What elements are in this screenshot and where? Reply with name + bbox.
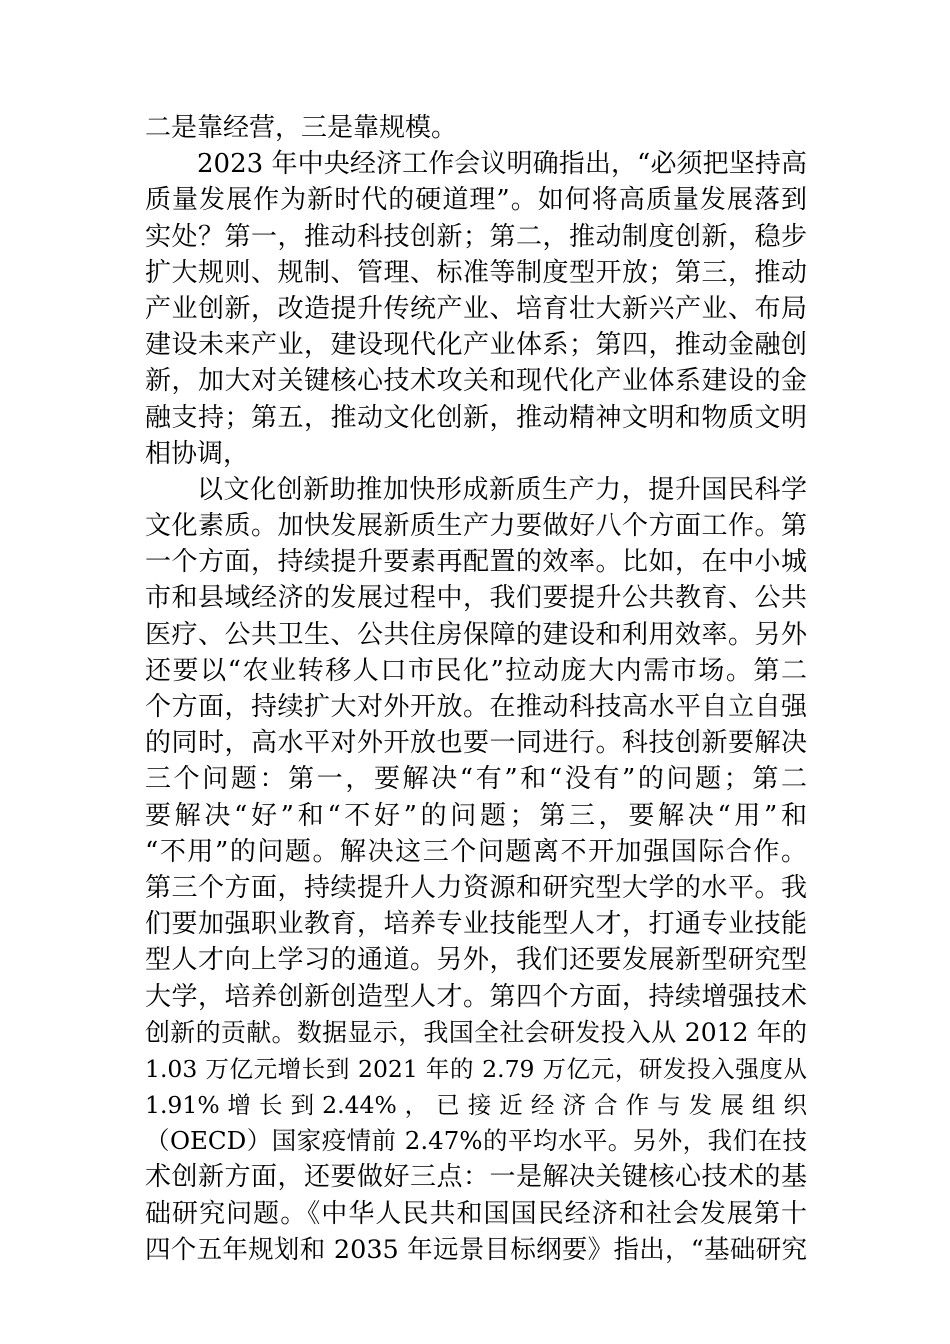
text-line: 三个问题：第一，要解决“有”和“没有”的问题；第二 [145, 764, 807, 795]
text-line: 第三个方面，持续提升人力资源和研究型大学的水平。我 [145, 872, 807, 903]
text-line: 建设未来产业，建设现代化产业体系；第四，推动金融创 [145, 330, 807, 361]
text-line: 大学，培养创新创造型人才。第四个方面，持续增强技术 [145, 981, 807, 1012]
text-line: 个方面，持续扩大对外开放。在推动科技高水平自立自强 [145, 692, 807, 722]
body-text [145, 110, 807, 1268]
text-line: 产业创新，改造提升传统产业、培育壮大新兴产业、布局 [145, 293, 807, 324]
text-line: （OECD）国家疫情前 2.47%的平均水平。另外，我们在技 [145, 1126, 807, 1156]
text-line: 创新的贡献。数据显示，我国全社会研发投入从 2012 年的 [145, 1017, 807, 1047]
text-line: 融支持；第五，推动文化创新，推动精神文明和物质文明 [145, 402, 807, 433]
text-line: 还要以“农业转移人口市民化”拉动庞大内需市场。第二 [145, 655, 807, 686]
text-line: 术创新方面，还要做好三点：一是解决关键核心技术的基 [145, 1162, 807, 1193]
text-line: 相协调， [145, 438, 250, 469]
text-line: 要解决“好”和“不好”的问题；第三，要解决“用”和 [145, 800, 807, 831]
paragraph-first-line: 以文化创新助推加快形成新质生产力，提升国民科学 [197, 474, 807, 505]
text-line: 1.03 万亿元增长到 2021 年的 2.79 万亿元，研发投入强度从 [145, 1054, 807, 1083]
text-line: “不用”的问题。解决这三个问题离不开加强国际合作。 [145, 836, 807, 867]
text-line: 文化素质。加快发展新质生产力要做好八个方面工作。第 [145, 511, 807, 542]
text-line: 1.91% 增 长 到 2.44% ， 已 接 近 经 济 合 作 与 发 展 组 织 [145, 1091, 807, 1120]
text-line: 四个五年规划和 2035 年远景目标纲要》指出，“基础研究 [145, 1234, 807, 1265]
paragraph-first-line: 2023 年中央经济工作会议明确指出，“必须把坚持高 [197, 149, 807, 180]
text-line: 扩大规则、规制、管理、标准等制度型开放；第三，推动 [145, 257, 807, 288]
text-line: 的同时，高水平对外开放也要一同进行。科技创新要解决 [145, 728, 807, 759]
text-line: 们要加强职业教育，培养专业技能型人才，打通专业技能 [145, 909, 807, 940]
text-line: 础研究问题。《中华人民共和国国民经济和社会发展第十 [145, 1198, 807, 1229]
text-line: 二是靠经营，三是靠规模。 [145, 113, 458, 143]
text-line: 市和县域经济的发展过程中，我们要提升公共教育、公共 [145, 583, 807, 614]
text-line: 新，加大对关键核心技术攻关和现代化产业体系建设的金 [145, 366, 807, 397]
text-line: 一个方面，持续提升要素再配置的效率。比如，在中小城 [145, 547, 807, 578]
text-line: 医疗、公共卫生、公共住房保障的建设和利用效率。另外 [145, 619, 807, 650]
text-line: 质量发展作为新时代的硬道理”。如何将高质量发展落到 [145, 185, 807, 216]
text-line: 型人才向上学习的通道。另外，我们还要发展新型研究型 [145, 945, 807, 976]
text-line: 实处？第一，推动科技创新；第二，推动制度创新，稳步 [145, 221, 807, 252]
